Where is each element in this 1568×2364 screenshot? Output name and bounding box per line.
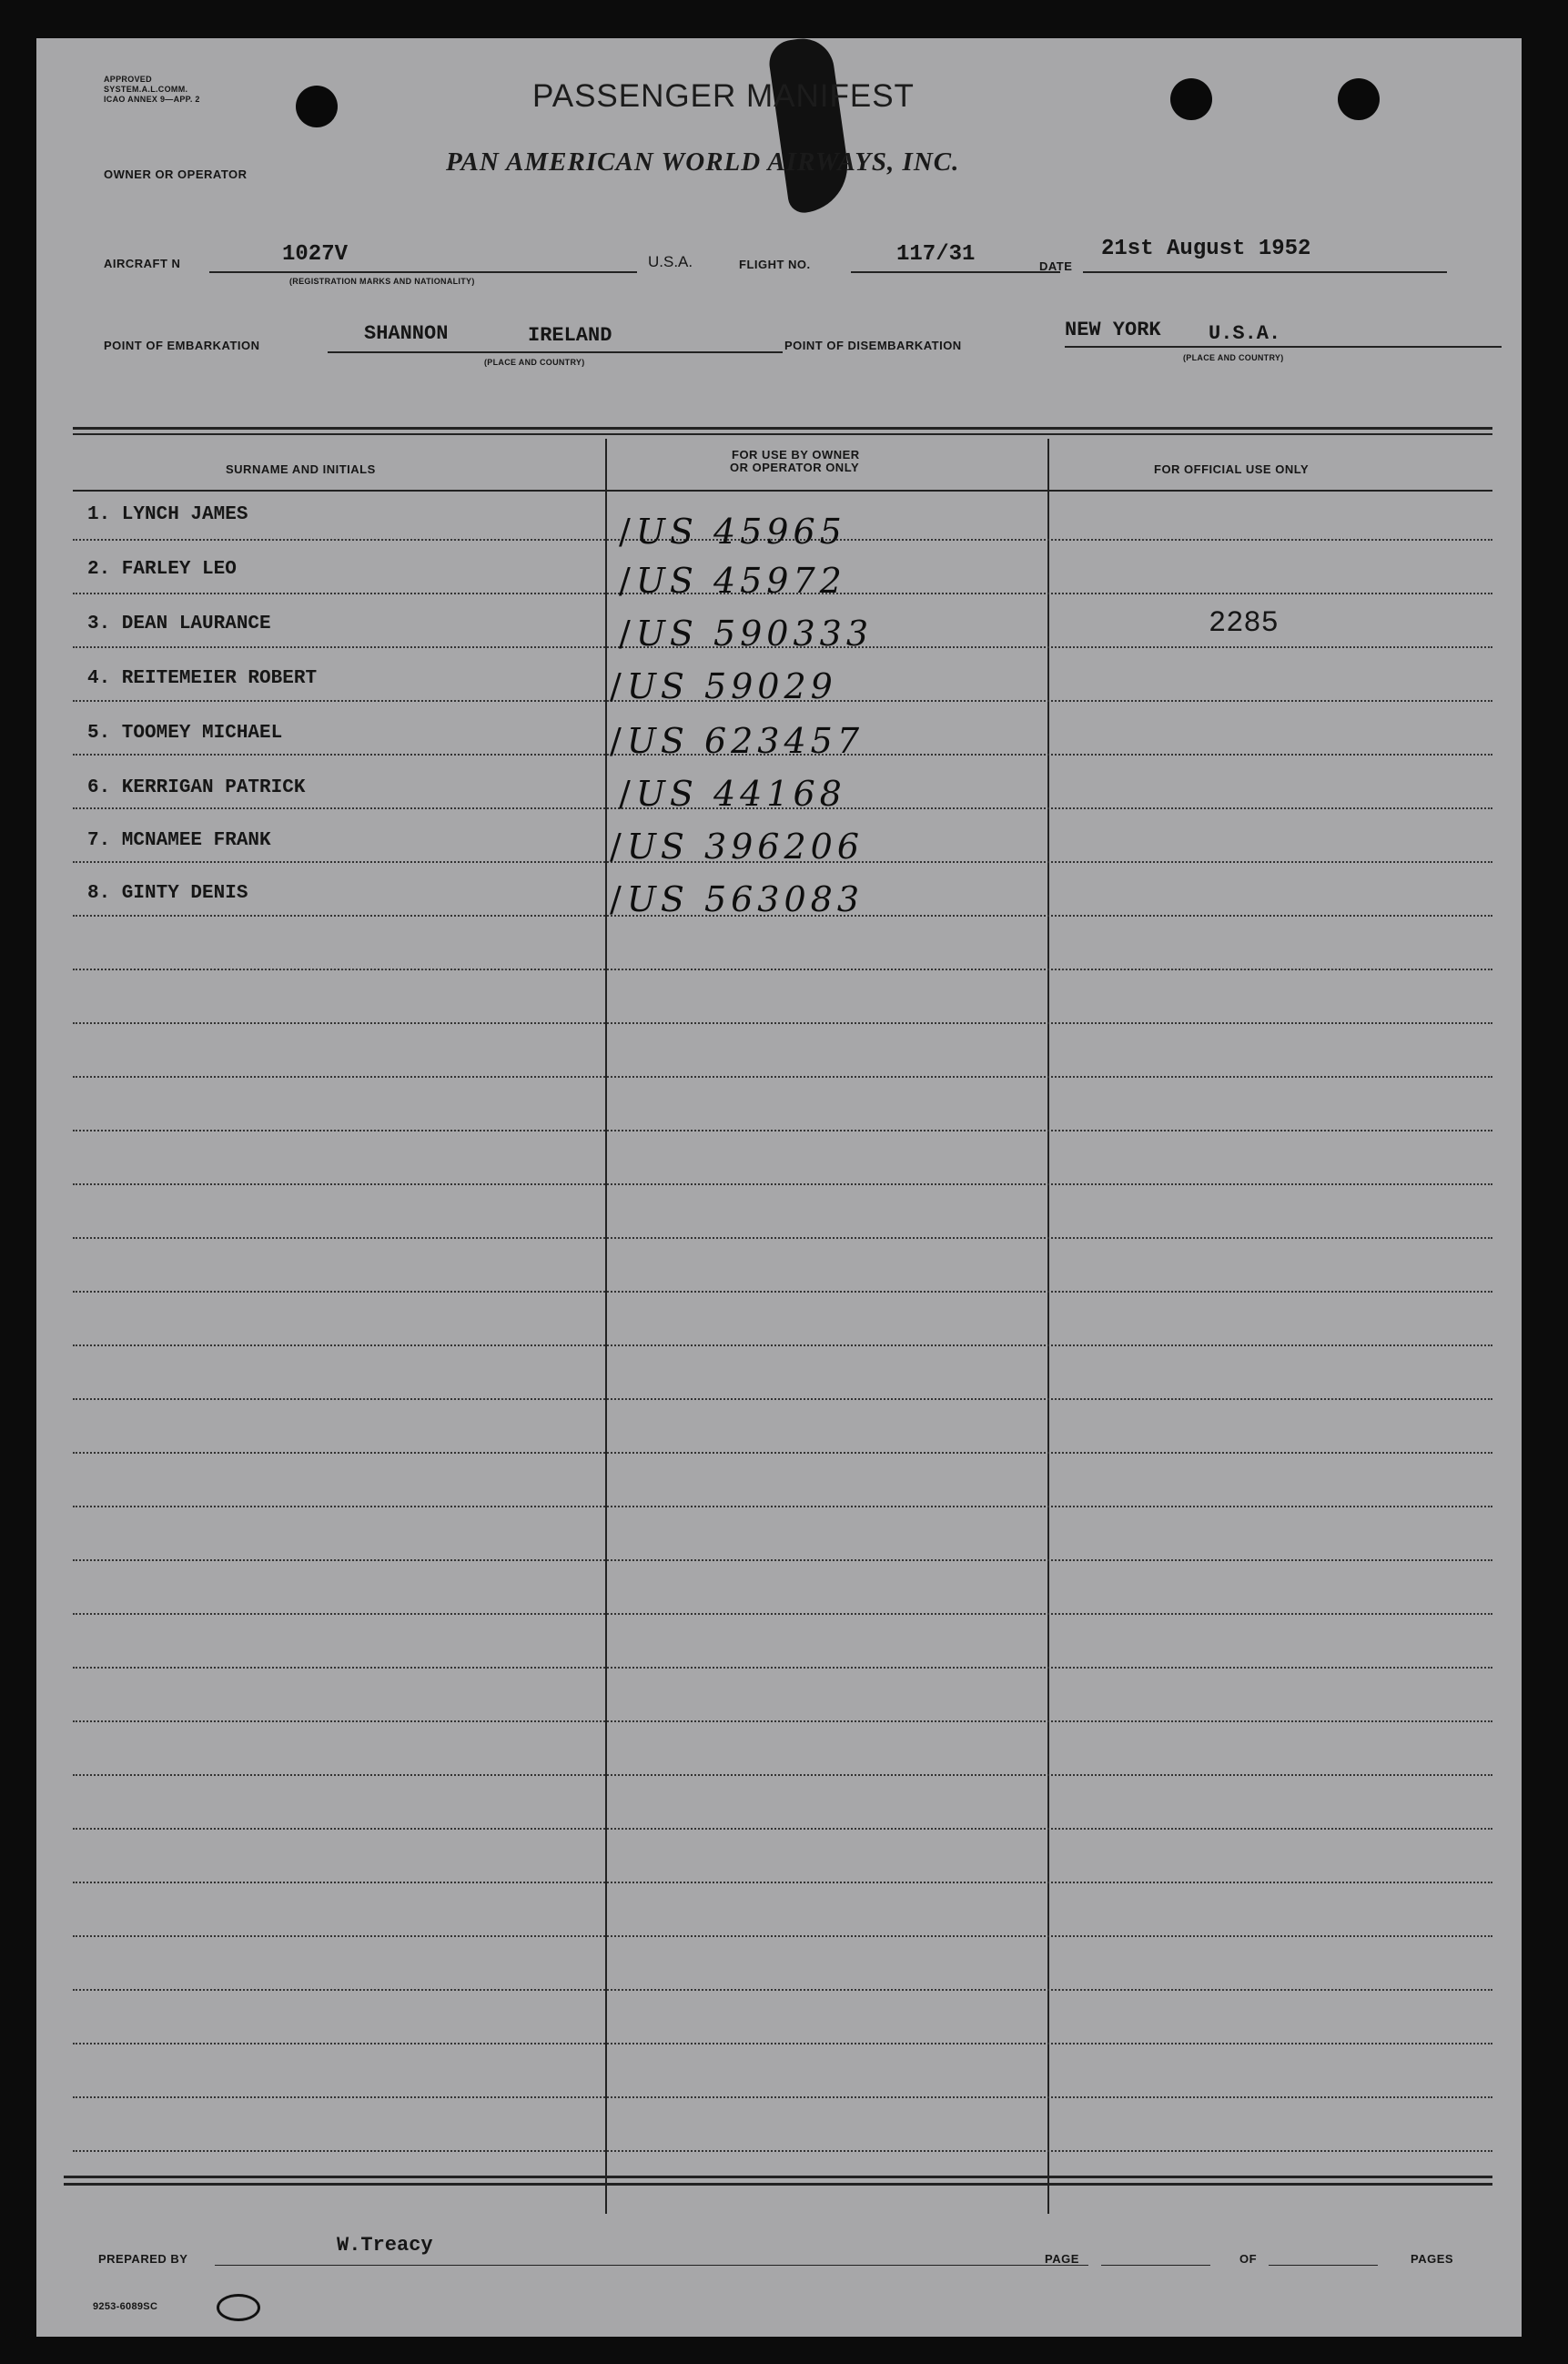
ruled-line xyxy=(73,969,1492,970)
handwritten-id: / US 44168 xyxy=(619,774,846,814)
punch-hole xyxy=(296,86,338,127)
table-row-name: 4. REITEMEIER ROBERT xyxy=(87,668,318,689)
ruled-line xyxy=(73,1935,1492,1937)
registration-note: (REGISTRATION MARKS AND NATIONALITY) xyxy=(289,277,475,286)
punch-hole xyxy=(1170,78,1212,120)
embark-city: SHANNON xyxy=(364,322,449,345)
handwritten-id: / US 396206 xyxy=(610,827,865,867)
union-bug-icon xyxy=(217,2294,260,2321)
flight-label: FLIGHT NO. xyxy=(739,258,811,271)
ruled-line xyxy=(73,1828,1492,1830)
prepared-by: W.Treacy xyxy=(337,2234,433,2257)
ruled-line xyxy=(73,1559,1492,1561)
col-header-owner-2: OR OPERATOR ONLY xyxy=(730,461,860,474)
ruled-line xyxy=(73,1613,1492,1615)
handwritten-id: / US 623457 xyxy=(610,721,865,761)
embark-country: IRELAND xyxy=(528,324,612,347)
ruled-line xyxy=(73,1076,1492,1078)
approval-line-1: APPROVED xyxy=(104,75,152,84)
official-number: 2285 xyxy=(1209,606,1279,640)
approval-line-2: SYSTEM.A.L.COMM. xyxy=(104,85,188,94)
table-row-name: 3. DEAN LAURANCE xyxy=(87,614,271,634)
table-row-name: 2. FARLEY LEO xyxy=(87,559,237,580)
table-row-name: 5. TOOMEY MICHAEL xyxy=(87,723,283,744)
ruled-line xyxy=(73,1506,1492,1507)
ruled-line xyxy=(73,1667,1492,1669)
approval-line-3: ICAO ANNEX 9—APP. 2 xyxy=(104,95,200,104)
embark-label: POINT OF EMBARKATION xyxy=(104,339,260,352)
place-note: (PLACE AND COUNTRY) xyxy=(1183,353,1284,362)
handwritten-id: / US 45972 xyxy=(619,561,846,601)
disembark-city: NEW YORK xyxy=(1065,319,1161,341)
torn-mark xyxy=(766,35,854,215)
aircraft-label: AIRCRAFT N xyxy=(104,257,181,270)
ruled-line xyxy=(73,2150,1492,2152)
owner-label: OWNER OR OPERATOR xyxy=(104,167,248,181)
ruled-line xyxy=(73,1774,1492,1776)
ruled-line xyxy=(73,1882,1492,1883)
ruled-line xyxy=(73,1291,1492,1293)
table-row-name: 1. LYNCH JAMES xyxy=(87,504,248,525)
form-number: 9253-6089SC xyxy=(93,2301,158,2312)
ruled-line xyxy=(73,1720,1492,1722)
col-header-owner-1: FOR USE BY OWNER xyxy=(732,448,860,462)
disembark-label: POINT OF DISEMBARKATION xyxy=(784,339,962,352)
punch-hole xyxy=(1338,78,1380,120)
handwritten-id: / US 59029 xyxy=(610,666,837,706)
table-row-name: 7. MCNAMEE FRANK xyxy=(87,830,271,851)
of-label: OF xyxy=(1239,2252,1258,2266)
manifest-sheet xyxy=(36,38,1522,2337)
handwritten-id: / US 45965 xyxy=(619,512,846,552)
handwritten-id: / US 563083 xyxy=(610,879,865,919)
place-note: (PLACE AND COUNTRY) xyxy=(484,358,585,367)
operator-name: PAN AMERICAN WORLD AIRWAYS, INC. xyxy=(446,147,960,177)
ruled-line xyxy=(73,1022,1492,1024)
page-label: PAGE xyxy=(1045,2252,1079,2266)
table-row-name: 6. KERRIGAN PATRICK xyxy=(87,777,306,798)
ruled-line xyxy=(73,1452,1492,1454)
col-header-official: FOR OFFICIAL USE ONLY xyxy=(1154,462,1310,476)
col-header-surname: SURNAME AND INITIALS xyxy=(226,462,376,476)
pages-label: PAGES xyxy=(1411,2252,1454,2266)
aircraft-number: 1027V xyxy=(282,242,349,267)
table-row-name: 8. GINTY DENIS xyxy=(87,883,248,904)
ruled-line xyxy=(73,2096,1492,2098)
ruled-line xyxy=(73,1344,1492,1346)
ruled-line xyxy=(73,2043,1492,2044)
ruled-line xyxy=(73,1183,1492,1185)
ruled-line xyxy=(73,1130,1492,1131)
handwritten-id: / US 590333 xyxy=(619,614,874,654)
disembark-country: U.S.A. xyxy=(1209,322,1281,345)
country-label: U.S.A. xyxy=(648,253,693,270)
date-label: DATE xyxy=(1039,259,1073,273)
ruled-line xyxy=(73,1398,1492,1400)
flight-number: 117/31 xyxy=(896,242,976,267)
page-title: PASSENGER MANIFEST xyxy=(532,78,915,114)
prepared-label: PREPARED BY xyxy=(98,2252,188,2266)
ruled-line xyxy=(73,1989,1492,1991)
ruled-line xyxy=(73,1237,1492,1239)
flight-date: 21st August 1952 xyxy=(1101,237,1311,261)
